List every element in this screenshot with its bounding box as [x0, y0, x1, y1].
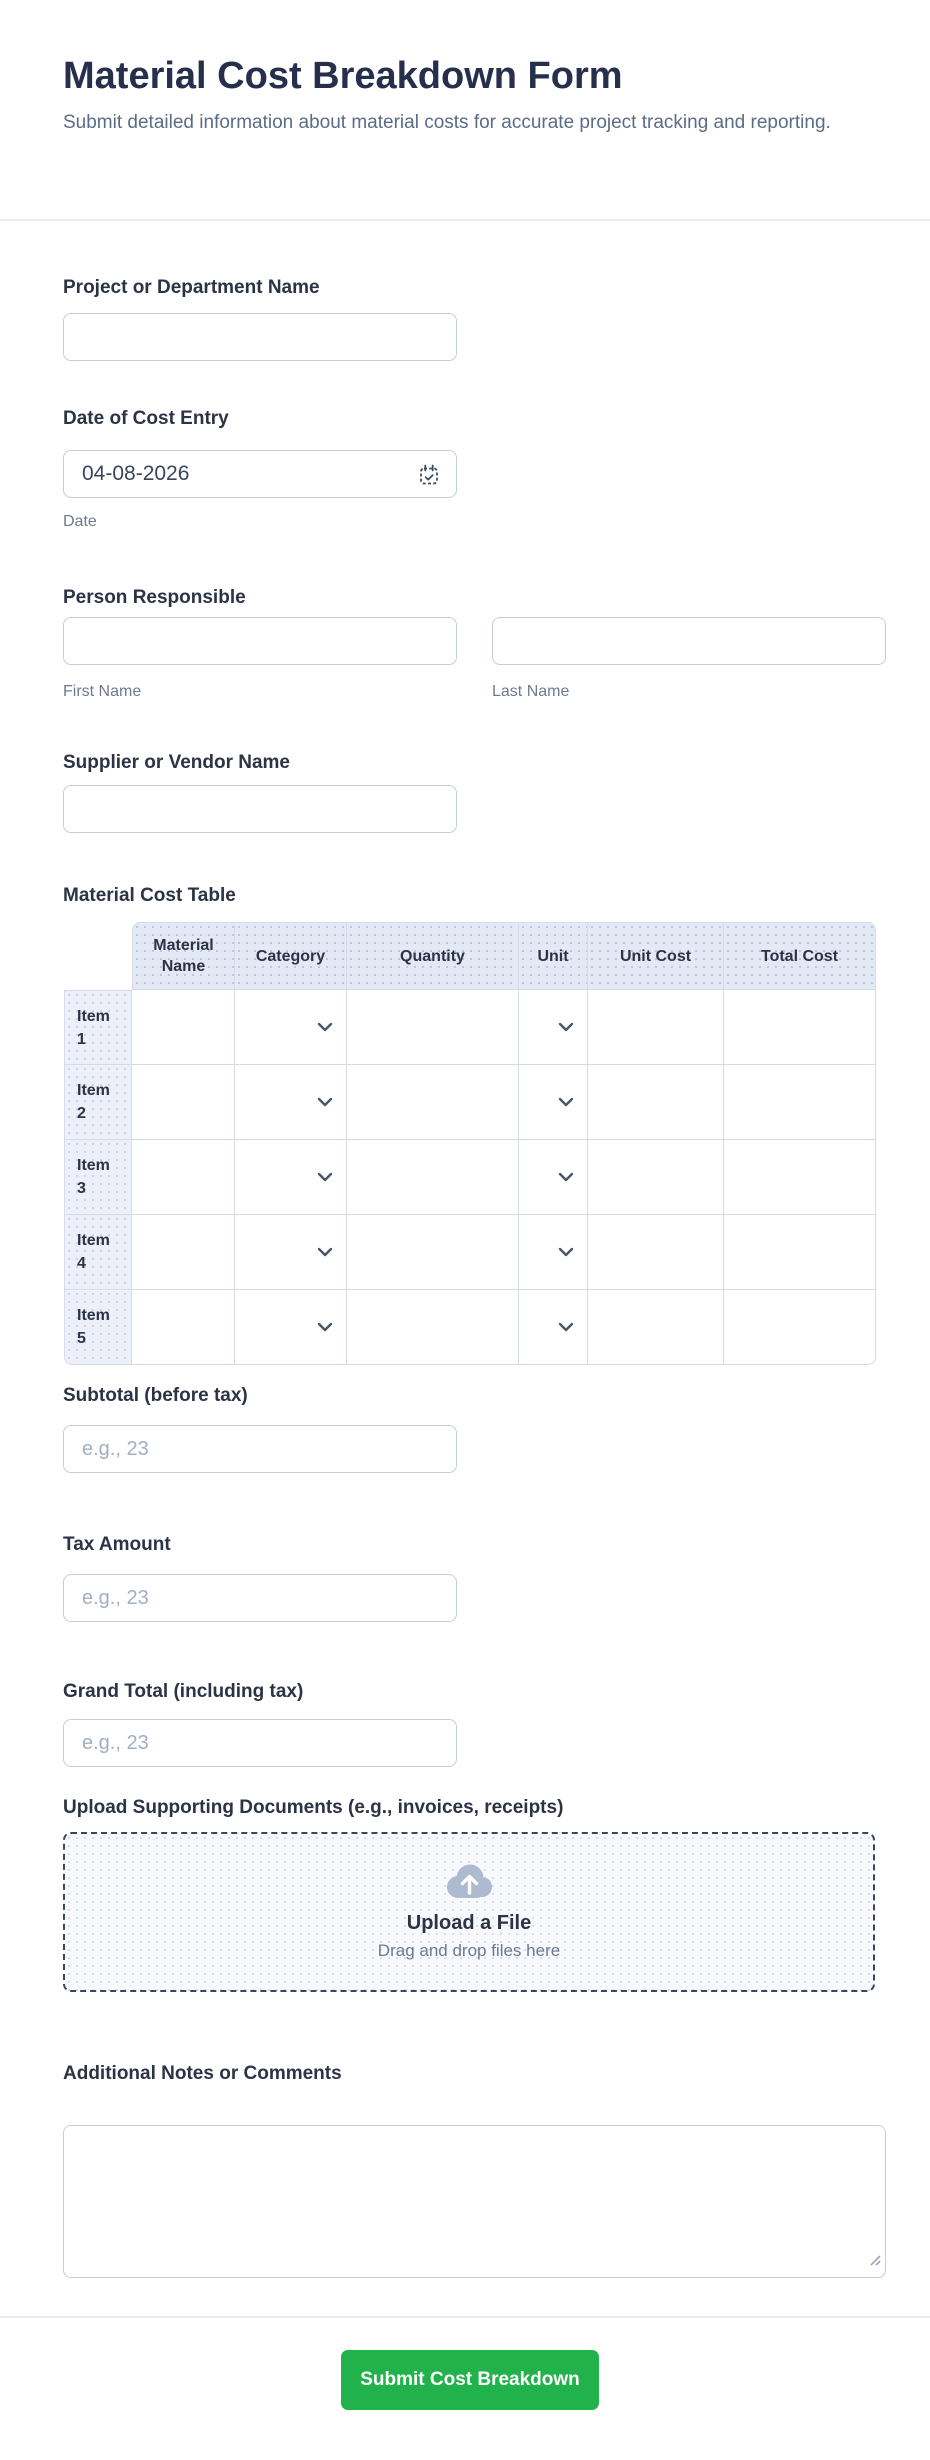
row-header-item-1: Item 1	[64, 990, 132, 1065]
unit-cost-cell-row5[interactable]	[588, 1290, 724, 1365]
footer-divider	[0, 2316, 930, 2318]
chevron-down-icon	[317, 1243, 333, 1260]
notes-field	[63, 2125, 886, 2278]
total-cost-cell-row1[interactable]	[724, 990, 876, 1065]
tax-amount-input[interactable]	[63, 1574, 457, 1622]
quantity-cell-row1[interactable]	[347, 990, 519, 1065]
column-header-total-cost: Total Cost	[724, 922, 876, 990]
total-cost-cell-row5[interactable]	[724, 1290, 876, 1365]
upload-label: Upload Supporting Documents (e.g., invoices, receipts)	[63, 1797, 564, 1818]
unit-cost-cell-row3[interactable]	[588, 1140, 724, 1215]
material-name-cell-row3[interactable]	[132, 1140, 235, 1215]
material-cost-table	[64, 922, 876, 1365]
column-header-quantity: Quantity	[347, 922, 519, 990]
chevron-down-icon	[317, 1168, 333, 1185]
total-cost-cell-row3[interactable]	[724, 1140, 876, 1215]
table-row	[64, 1140, 876, 1215]
subtotal-label: Subtotal (before tax)	[63, 1385, 248, 1406]
last-name-sublabel: Last Name	[492, 683, 570, 700]
total-cost-cell-row4[interactable]	[724, 1215, 876, 1290]
table-row	[64, 1065, 876, 1140]
category-select-row2[interactable]	[235, 1065, 347, 1140]
supplier-input[interactable]	[63, 785, 457, 833]
page-title: Material Cost Breakdown Form	[63, 55, 623, 97]
upload-file-button-text: Upload a File	[406, 1912, 532, 1934]
table-corner-cell	[64, 922, 132, 990]
category-select-row1[interactable]	[235, 990, 347, 1065]
resize-handle-icon[interactable]	[868, 2253, 881, 2271]
quantity-cell-row2[interactable]	[347, 1065, 519, 1140]
column-header-material-name: Material Name	[132, 922, 235, 990]
unit-cost-cell-row2[interactable]	[588, 1065, 724, 1140]
quantity-cell-row3[interactable]	[347, 1140, 519, 1215]
first-name-sublabel: First Name	[63, 683, 142, 700]
chevron-down-icon	[558, 1018, 574, 1035]
table-row	[64, 1215, 876, 1290]
chevron-down-icon	[558, 1168, 574, 1185]
person-responsible-label: Person Responsible	[63, 587, 246, 608]
column-header-unit-cost: Unit Cost	[588, 922, 724, 990]
date-sublabel: Date	[63, 513, 97, 530]
notes-textarea[interactable]	[63, 2125, 886, 2278]
quantity-cell-row5[interactable]	[347, 1290, 519, 1365]
page-subtitle: Submit detailed information about material costs for accurate project tracking and reporting.	[63, 112, 831, 133]
unit-select-row2[interactable]	[519, 1065, 588, 1140]
project-name-label: Project or Department Name	[63, 277, 320, 298]
material-cost-table-label: Material Cost Table	[63, 885, 236, 906]
chevron-down-icon	[317, 1318, 333, 1335]
submit-button[interactable]: Submit Cost Breakdown	[341, 2350, 599, 2410]
chevron-down-icon	[558, 1318, 574, 1335]
category-select-row5[interactable]	[235, 1290, 347, 1365]
date-field	[63, 450, 457, 498]
tax-amount-label: Tax Amount	[63, 1534, 171, 1555]
row-header-item-2: Item 2	[64, 1065, 132, 1140]
unit-select-row5[interactable]	[519, 1290, 588, 1365]
last-name-input[interactable]	[492, 617, 886, 665]
material-name-cell-row2[interactable]	[132, 1065, 235, 1140]
column-header-unit: Unit	[519, 922, 588, 990]
unit-select-row4[interactable]	[519, 1215, 588, 1290]
date-input[interactable]	[63, 450, 457, 498]
row-header-item-3: Item 3	[64, 1140, 132, 1215]
subtotal-input[interactable]	[63, 1425, 457, 1473]
grand-total-label: Grand Total (including tax)	[63, 1681, 304, 1702]
row-header-item-4: Item 4	[64, 1215, 132, 1290]
material-name-cell-row4[interactable]	[132, 1215, 235, 1290]
first-name-input[interactable]	[63, 617, 457, 665]
row-header-item-5: Item 5	[64, 1290, 132, 1365]
file-upload-dropzone[interactable]	[63, 1832, 875, 1992]
category-select-row4[interactable]	[235, 1215, 347, 1290]
cloud-upload-icon	[443, 1863, 495, 1906]
project-name-input[interactable]	[63, 313, 457, 361]
table-row	[64, 990, 876, 1065]
unit-select-row1[interactable]	[519, 990, 588, 1065]
material-name-cell-row1[interactable]	[132, 990, 235, 1065]
quantity-cell-row4[interactable]	[347, 1215, 519, 1290]
category-select-row3[interactable]	[235, 1140, 347, 1215]
column-header-category: Category	[235, 922, 347, 990]
chevron-down-icon	[558, 1093, 574, 1110]
calendar-icon[interactable]	[419, 464, 439, 491]
table-row	[64, 1290, 876, 1365]
chevron-down-icon	[317, 1018, 333, 1035]
material-name-cell-row5[interactable]	[132, 1290, 235, 1365]
unit-select-row3[interactable]	[519, 1140, 588, 1215]
header-divider	[0, 219, 930, 221]
supplier-label: Supplier or Vendor Name	[63, 752, 290, 773]
date-label: Date of Cost Entry	[63, 408, 229, 429]
total-cost-cell-row2[interactable]	[724, 1065, 876, 1140]
table-header-row	[64, 922, 876, 990]
upload-drag-drop-hint: Drag and drop files here	[377, 1941, 561, 1960]
chevron-down-icon	[317, 1093, 333, 1110]
unit-cost-cell-row4[interactable]	[588, 1215, 724, 1290]
chevron-down-icon	[558, 1243, 574, 1260]
grand-total-input[interactable]	[63, 1719, 457, 1767]
unit-cost-cell-row1[interactable]	[588, 990, 724, 1065]
notes-label: Additional Notes or Comments	[63, 2063, 342, 2084]
